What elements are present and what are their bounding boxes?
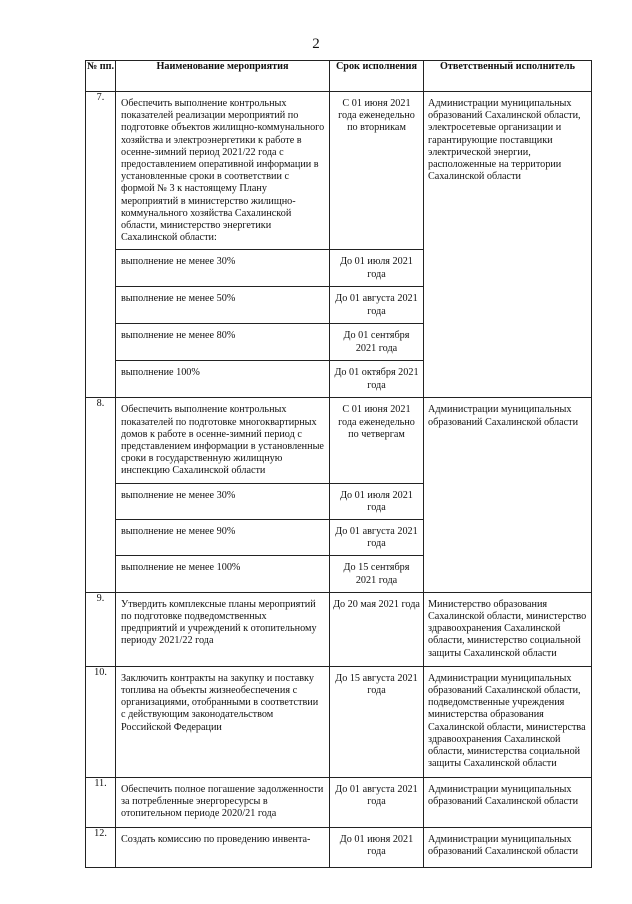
- header-responsible: Ответственный исполнитель: [424, 61, 592, 92]
- responsible-cell: [424, 827, 592, 867]
- task-cell: [116, 398, 330, 483]
- responsible-cell: [424, 92, 592, 398]
- task-text: Утвердить комплексные планы мероприятий по подготовке подведомственных предприятий и учреждений к отопительному периоду 2021/22 года: [121, 598, 317, 647]
- task-cell: [116, 556, 330, 592]
- task-cell: [116, 592, 330, 666]
- task-cell: [116, 777, 330, 827]
- row-number: 8.: [86, 398, 116, 592]
- task-cell: [116, 520, 330, 556]
- task-text: выполнение 100%: [121, 367, 200, 379]
- row-number: 12.: [86, 827, 116, 867]
- deadline-cell: [330, 361, 424, 398]
- table-row: [86, 592, 592, 666]
- task-text: Обеспечить полное погашение задолженности за потребленные энергоресурсы в отопительном периоде 2020/21 года: [121, 783, 324, 820]
- task-text: выполнение не менее 80%: [121, 330, 236, 342]
- page-number: 2: [312, 36, 320, 52]
- deadline-text: До 20 мая 2021 года: [333, 598, 420, 610]
- deadline-cell: [330, 666, 424, 777]
- deadline-cell: [330, 556, 424, 592]
- task-text: Обеспечить выполнение контрольных показателей реализации мероприятий по подготовке объектов жилищно-коммунального хозяйства и электроэнергетики к работе в осенне-зимний период 2021/22 года с предоставлением оперативной информации в установленные сроки в соответствии с формой № 3 к настоящему Плану мероприятий в министерство жилищно-коммунального хозяйства Сахалинской области, министерство энергетики Сахалинской области:: [121, 98, 325, 244]
- deadline-cell: [330, 777, 424, 827]
- responsible-text: Администрации муниципальных образований Сахалинской области, подведомственные учреждения министерства образования Сахалинской области, министерства здравоохранения Сахалинской области, министерства социальной защиты Сахалинской области: [428, 672, 586, 770]
- task-text: Создать комиссию по проведению инвента-: [121, 833, 311, 845]
- deadline-text: С 01 июня 2021 года еженедельно по вторникам: [338, 98, 415, 134]
- deadline-cell: [330, 398, 424, 483]
- header-deadline: Срок исполнения: [330, 61, 424, 92]
- task-cell: [116, 827, 330, 867]
- responsible-cell: [424, 398, 592, 592]
- deadline-cell: [330, 250, 424, 287]
- deadline-text: До 01 августа 2021 года: [335, 526, 418, 550]
- table-row: [86, 777, 592, 827]
- task-text: выполнение не менее 30%: [121, 256, 236, 268]
- deadline-cell: [330, 92, 424, 250]
- task-cell: [116, 666, 330, 777]
- deadline-cell: [330, 520, 424, 556]
- task-cell: [116, 287, 330, 324]
- deadline-cell: [330, 287, 424, 324]
- table-row: [86, 827, 592, 867]
- deadline-text: До 15 сентября 2021 года: [343, 562, 410, 586]
- deadline-text: До 01 октября 2021 года: [334, 367, 419, 391]
- task-cell: [116, 250, 330, 287]
- task-cell: [116, 483, 330, 519]
- plan-table: [85, 60, 592, 868]
- deadline-cell: [330, 827, 424, 867]
- deadline-cell: [330, 483, 424, 519]
- task-cell: [116, 361, 330, 398]
- row-number: 11.: [86, 777, 116, 827]
- deadline-text: До 01 августа 2021 года: [335, 293, 418, 317]
- deadline-text: До 15 августа 2021 года: [335, 672, 418, 697]
- row-number: 7.: [86, 92, 116, 398]
- responsible-text: Администрации муниципальных образований Сахалинской области: [428, 404, 579, 428]
- deadline-text: До 01 июня 2021 года: [339, 833, 414, 858]
- task-text: Обеспечить выполнение контрольных показателей по подготовке многоквартирных домов к работе в осенне-зимний период с представлением информации в установленные сроки в государственную жилищную инспекцию Сахалинской области: [121, 404, 324, 477]
- task-text: Заключить контракты на закупку и поставку топлива на объекты жизнеобеспечения с организациями, отобранными в соответствии с действующим законодательством Российской Федерации: [121, 672, 319, 733]
- responsible-cell: [424, 592, 592, 666]
- task-cell: [116, 324, 330, 361]
- responsible-text: Администрации муниципальных образований Сахалинской области: [428, 833, 579, 858]
- row-number: 9.: [86, 592, 116, 666]
- table-row: [86, 92, 592, 250]
- task-text: выполнение не менее 30%: [121, 489, 236, 501]
- responsible-text: Администрации муниципальных образований Сахалинской области, электросетевые организации и гарантирующие поставщики электрической энергии, расположенные на территории Сахалинской области: [428, 98, 581, 183]
- table-row: [86, 398, 592, 483]
- responsible-text: Администрации муниципальных образований Сахалинской области: [428, 783, 579, 808]
- table-row: [86, 666, 592, 777]
- responsible-text: Министерство образования Сахалинской области, министерство здравоохранения Сахалинской области, министерство социальной защиты Сахалинской области: [428, 598, 587, 659]
- task-cell: [116, 92, 330, 250]
- header-num: № пп.: [86, 61, 116, 92]
- deadline-text: С 01 июня 2021 года еженедельно по четвергам: [338, 404, 415, 440]
- responsible-cell: [424, 666, 592, 777]
- header-name: Наименование мероприятия: [116, 61, 330, 92]
- deadline-text: До 01 августа 2021 года: [335, 783, 418, 808]
- deadline-cell: [330, 324, 424, 361]
- responsible-cell: [424, 777, 592, 827]
- table-header-row: [86, 61, 592, 92]
- deadline-text: До 01 июля 2021 года: [340, 256, 413, 280]
- task-text: выполнение не менее 100%: [121, 562, 241, 574]
- task-text: выполнение не менее 50%: [121, 293, 236, 305]
- row-number: 10.: [86, 666, 116, 777]
- task-text: выполнение не менее 90%: [121, 526, 236, 538]
- deadline-text: До 01 июля 2021 года: [340, 489, 413, 513]
- deadline-cell: [330, 592, 424, 666]
- deadline-text: До 01 сентября 2021 года: [343, 330, 410, 354]
